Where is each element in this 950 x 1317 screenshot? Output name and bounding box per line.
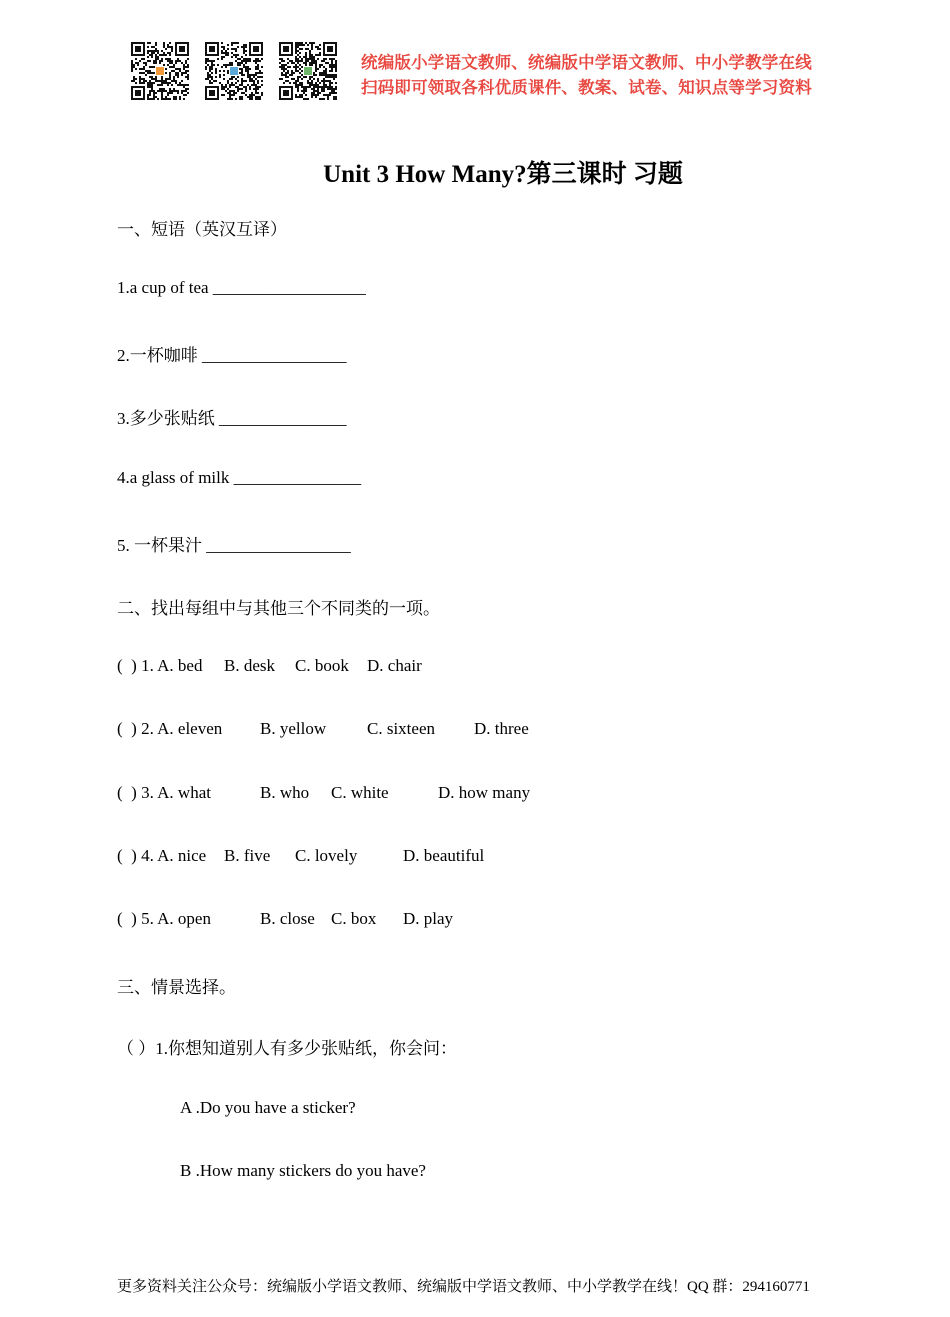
option-a: ( ) 1. A. bed [117,656,203,675]
situation-question: （ ）1.你想知道别人有多少张贴纸，你会问： [117,1039,457,1058]
option-a: ( ) 5. A. open [117,909,211,928]
option-c: C. sixteen [367,719,435,738]
option-b: B. desk [224,656,275,675]
option-d: D. how many [438,783,531,802]
qr-code-icon [279,42,337,100]
option-c: C. book [295,656,349,675]
banner-line-1: 统编版小学语文教师、统编版中学语文教师、中小学教学在线 [361,53,812,72]
option-c: C. box [331,909,377,928]
option-d: D. beautiful [403,846,485,865]
option-b: B. who [260,783,310,802]
phrase-item: 3.多少张贴纸 _______________ [117,409,347,428]
option-a: ( ) 2. A. eleven [117,719,223,738]
option-d: D. play [403,909,454,928]
qr-code-icon [131,42,189,100]
phrase-item: 4.a glass of milk _______________ [117,468,362,487]
banner-line-2: 扫码即可领取各科优质课件、教案、试卷、知识点等学习资料 [361,78,812,97]
phrase-item: 1.a cup of tea __________________ [117,278,366,297]
option-c: C. lovely [295,846,358,865]
option-b: B. five [224,846,271,865]
section-heading: 三、情景选择。 [117,978,236,997]
option-a: ( ) 4. A. nice [117,846,207,865]
page-title: Unit 3 How Many?第三课时 习题 [323,161,683,188]
answer-option-b: B .How many stickers do you have? [180,1161,426,1180]
phrase-item: 2.一杯咖啡 _________________ [117,346,347,365]
answer-option-a: A .Do you have a sticker? [180,1098,356,1117]
option-b: B. yellow [260,719,327,738]
option-d: D. chair [367,656,422,675]
section-heading: 一、短语（英汉互译） [117,220,287,239]
option-b: B. close [260,909,315,928]
phrase-item: 5. 一杯果汁 _________________ [117,536,351,555]
footer-text: 更多资料关注公众号：统编版小学语文教师、统编版中学语文教师、中小学教学在线！QQ 群：294160771 [117,1279,810,1295]
option-c: C. white [331,783,389,802]
qr-code-icon [205,42,263,100]
option-a: ( ) 3. A. what [117,783,211,802]
section-heading: 二、找出每组中与其他三个不同类的一项。 [117,599,440,618]
option-d: D. three [474,719,529,738]
